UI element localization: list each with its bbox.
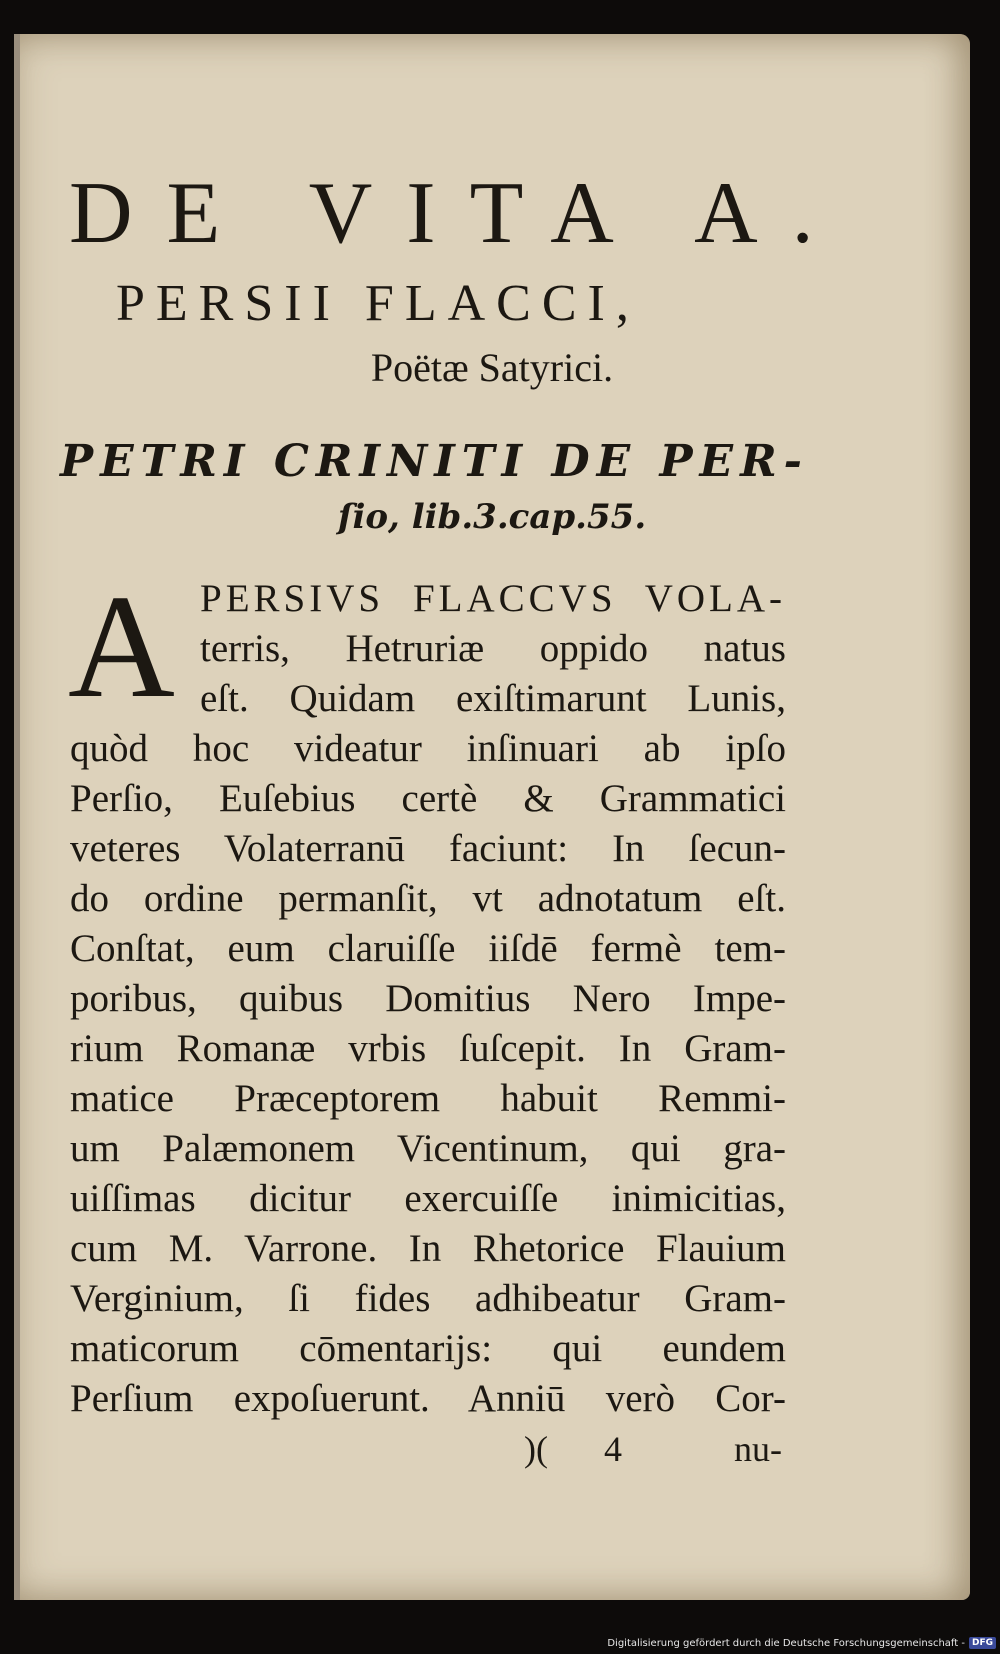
body-line: Conſtat, eum claruiſſe iiſdē fermè tem- (70, 927, 786, 970)
body-line: terris, Hetruriæ oppido natus (200, 627, 786, 670)
body-line: PERSIVS FLACCVS VOLA- (200, 577, 786, 620)
page-number: 4 (604, 1429, 622, 1469)
signature-mark: )( (524, 1429, 548, 1469)
body-line: veteres Volaterranū faciunt: In ſecun- (70, 827, 786, 870)
page-edge (14, 34, 20, 1600)
body-line: uiſſimas dicitur exercuiſſe inimicitias, (70, 1177, 786, 1220)
body-line: rium Romanæ vrbis ſuſcepit. In Gram- (70, 1027, 786, 1070)
body-line: cum M. Varrone. In Rhetorice Flauium (70, 1227, 786, 1270)
body-line: um Palæmonem Vicentinum, qui gra- (70, 1127, 786, 1170)
digitization-footer (607, 1635, 996, 1651)
body-line: quòd hoc videatur inſinuari ab ipſo (70, 727, 786, 770)
title-line-1: DE VITA A. (69, 165, 848, 262)
section-heading-line-1: PETRI CRINITI DE PER- (60, 436, 809, 487)
body-line: eſt. Quidam exiſtimarunt Lunis, (200, 677, 786, 720)
catchword: nu- (734, 1429, 782, 1469)
body-line: matice Præceptorem habuit Remmi- (70, 1077, 786, 1120)
body-line: Perſium expoſuerunt. Anniū verò Cor- (70, 1377, 786, 1420)
body-line: do ordine permanſit, vt adnotatum eſt. (70, 877, 786, 920)
body-line: Perſio, Euſebius certè & Grammatici (70, 777, 786, 820)
drop-cap: A (68, 565, 175, 729)
section-heading-line-2: ſio, lib.3.cap.55. (337, 497, 647, 537)
funding-text: Digitalisierung gefördert durch die Deutsche Forschungsgemeinschaft - (607, 1637, 965, 1649)
title-line-3: Poëtæ Satyrici. (370, 345, 614, 390)
title-line-2: PERSII FLACCI, (116, 275, 640, 332)
body-line: maticorum cōmentarijs: qui eundem (70, 1327, 786, 1370)
body-line: poribus, quibus Domitius Nero Impe- (70, 977, 786, 1020)
book-page (14, 34, 970, 1600)
body-line: Verginium, ſi fides adhibeatur Gram- (70, 1277, 786, 1320)
dfg-logo: DFG (969, 1637, 996, 1649)
